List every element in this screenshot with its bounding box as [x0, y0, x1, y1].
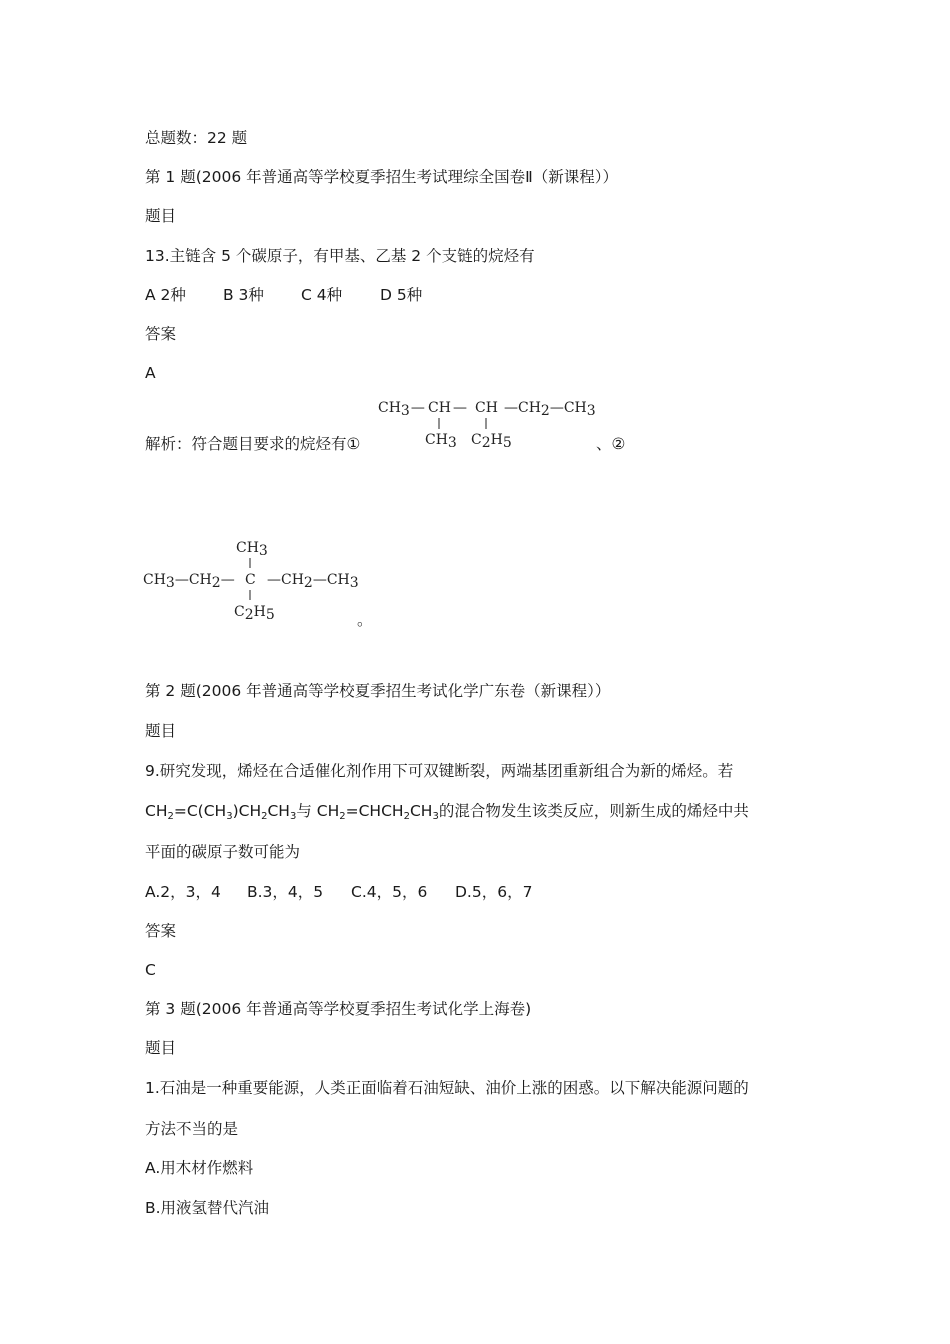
q3-question-line-1: 1.石油是一种重要能源，人类正面临着石油短缺、油价上涨的困惑。以下解决能源问题的: [145, 1079, 749, 1097]
svg-text:CH3—: CH3—: [378, 400, 425, 419]
q1-option-c: C 4种: [301, 286, 343, 304]
q1-option-b: B 3种: [223, 286, 264, 304]
q2-option-c: C.4，5，6: [351, 883, 428, 901]
q2-question-label: 题目: [145, 722, 177, 740]
svg-text:C: C: [245, 572, 256, 588]
svg-text:CH3: CH3: [236, 540, 268, 559]
q1-option-d: D 5种: [380, 286, 423, 304]
q1-option-a: A 2种: [145, 286, 186, 304]
q3-header: 第 3 题(2006 年普通高等学校夏季招生考试化学上海卷): [145, 1000, 532, 1018]
svg-text:C2H5: C2H5: [471, 432, 512, 451]
q2-answer-label: 答案: [145, 922, 177, 940]
q2-option-a: A.2，3，4: [145, 883, 221, 901]
q2-question-line-2: $CH_2=C(CH_3)CH_2CH_3$与 $CH_2=CHCH_2CH_3$的混合物发生该类反应，则新生成的烯烃中共: [145, 802, 749, 822]
svg-text:CH: CH: [475, 400, 498, 416]
svg-text:—: —: [453, 400, 467, 416]
total-count: 总题数：22 题: [145, 129, 248, 147]
q1-question: 13.主链含 5 个碳原子，有甲基、乙基 2 个支链的烷烃有: [145, 247, 535, 265]
structural-formula-1: [378, 396, 608, 456]
q3-question-label: 题目: [145, 1039, 177, 1057]
q2-option-b: B.3，4，5: [247, 883, 324, 901]
svg-text:—CH2—CH3: —CH2—CH3: [504, 400, 596, 419]
svg-text:C2H5: C2H5: [234, 604, 275, 623]
q1-answer: A: [145, 364, 156, 382]
q1-analysis-end: 。: [357, 611, 373, 629]
q2-answer: C: [145, 961, 156, 979]
q2-options: [145, 882, 532, 902]
q1-options: [145, 285, 422, 305]
q1-answer-label: 答案: [145, 325, 177, 343]
q2-option-d: D.5，6，7: [455, 883, 533, 901]
q3-question-line-2: 方法不当的是: [145, 1120, 239, 1138]
svg-text:—CH2—CH3: —CH2—CH3: [267, 572, 359, 591]
q2-header: 第 2 题(2006 年普通高等学校夏季招生考试化学广东卷（新课程））: [145, 682, 611, 700]
svg-text:CH: CH: [428, 400, 451, 416]
q1-header: 第 1 题(2006 年普通高等学校夏季招生考试理综全国卷Ⅱ（新课程））: [145, 168, 619, 186]
q2-question-line-3: 平面的碳原子数可能为: [145, 843, 301, 861]
q1-analysis-prefix: 解析：符合题目要求的烷烃有①: [145, 435, 361, 453]
q3-option-a: A.用木材作燃料: [145, 1159, 254, 1177]
q3-option-b: B.用液氢替代汽油: [145, 1199, 270, 1217]
q1-question-label: 题目: [145, 207, 177, 225]
svg-text:CH3: CH3: [425, 432, 457, 451]
q1-analysis-separator: 、②: [596, 435, 626, 453]
svg-text:CH3—CH2—: CH3—CH2—: [143, 572, 235, 591]
structural-formula-2: [143, 536, 373, 626]
q2-question-line-1: 9.研究发现，烯烃在合适催化剂作用下可双键断裂，两端基团重新组合为新的烯烃。若: [145, 762, 734, 780]
